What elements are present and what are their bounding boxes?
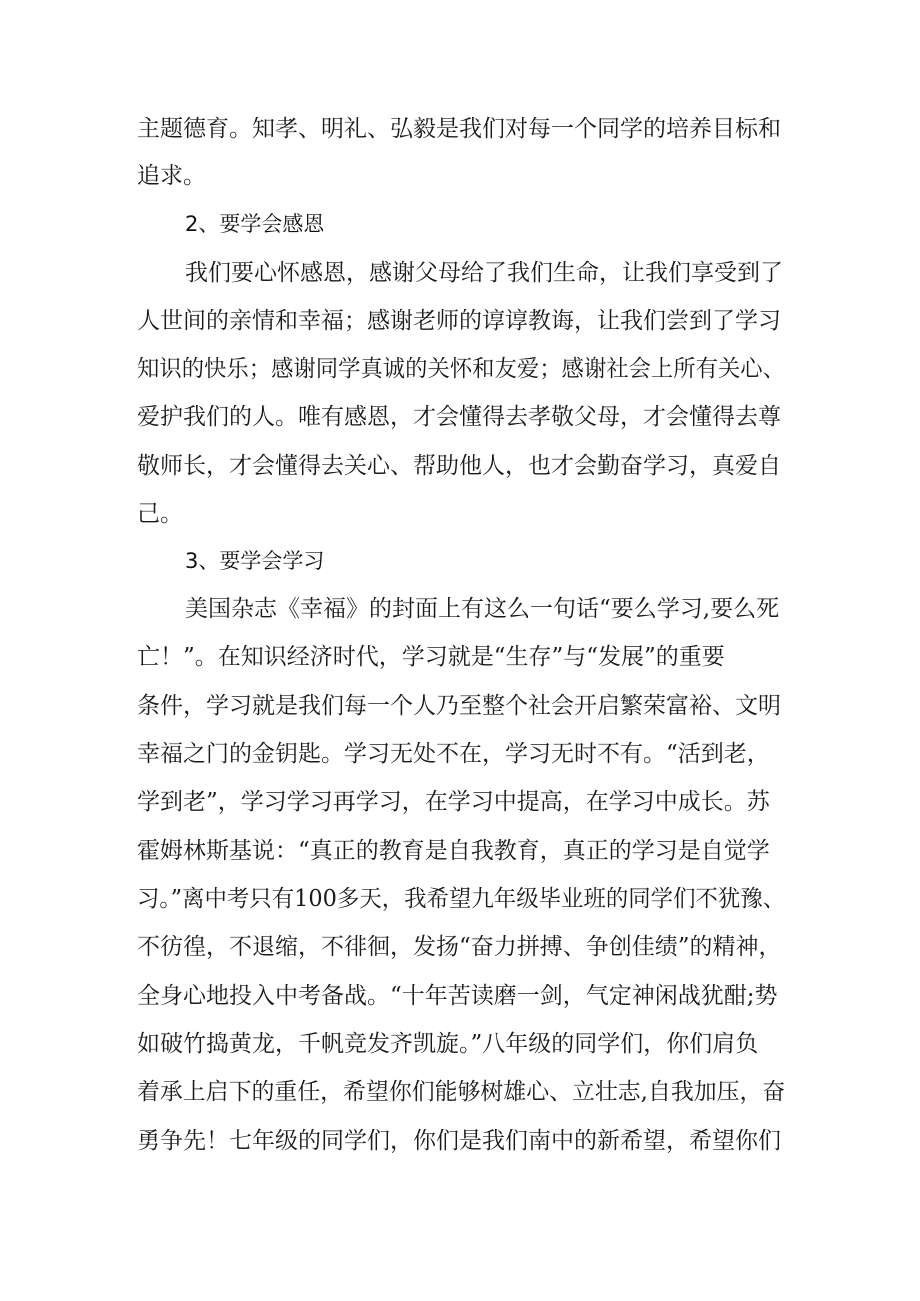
paragraph-line: 爱护我们的人。唯有感恩，才会懂得去孝敬父母，才会懂得去尊: [137, 404, 781, 430]
paragraph-line: 习。”离中考只有100多天，我希望九年级毕业班的同学们不犹豫、: [137, 886, 786, 912]
paragraph-line: 不彷徨，不退缩，不徘徊，发扬“奋力拼搏、争创佳绩”的精神，: [137, 934, 782, 960]
section-heading-learning: 3、要学会学习: [185, 549, 325, 573]
paragraph-line: 人世间的亲情和幸福；感谢老师的谆谆教诲，让我们尝到了学习: [137, 308, 781, 334]
paragraph-line: 着承上启下的重任，希望你们能够树雄心、立壮志,自我加压，奋: [137, 1079, 786, 1105]
paragraph-line: 幸福之门的金钥匙。学习无处不在，学习无时不有。“活到老，: [137, 741, 770, 767]
paragraph-line: 条件，学习就是我们每一个人乃至整个社会开启繁荣富裕、文明: [137, 693, 781, 719]
paragraph-line: 己。: [137, 501, 183, 527]
paragraph-line: 亡！”。在知识经济时代，学习就是“生存”与“发展”的重要: [137, 644, 725, 670]
paragraph-line: 主题德育。知孝、明礼、弘毅是我们对每一个同学的培养目标和: [137, 116, 781, 142]
paragraph-line: 美国杂志《幸福》的封面上有这么一句话“要么学习,要么死: [185, 596, 780, 622]
paragraph-line: 学到老”，学习学习再学习，在学习中提高，在学习中成长。苏: [137, 789, 770, 815]
paragraph-line: 勇争先！七年级的同学们，你们是我们南中的新希望，希望你们: [137, 1128, 781, 1154]
paragraph-line: 全身心地投入中考备战。“十年苦读磨一剑，气定神闲战犹酣;势: [137, 983, 778, 1009]
paragraph-line: 知识的快乐；感谢同学真诚的关怀和友爱；感谢社会上所有关心、: [137, 356, 785, 382]
paragraph-line: 追求。: [137, 163, 206, 189]
paragraph-line: 霍姆林斯基说：“真正的教育是自我教育，真正的学习是自觉学: [137, 838, 770, 864]
paragraph-line: 我们要心怀感恩，感谢父母给了我们生命，让我们享受到了: [185, 260, 783, 286]
paragraph-line: 敬师长，才会懂得去关心、帮助他人，也才会勤奋学习，真爱自: [137, 453, 781, 479]
section-heading-gratitude: 2、要学会感恩: [185, 212, 325, 236]
paragraph-line: 如破竹捣黄龙，千帆竞发齐凯旋。”八年级的同学们，你们肩负: [137, 1031, 759, 1057]
